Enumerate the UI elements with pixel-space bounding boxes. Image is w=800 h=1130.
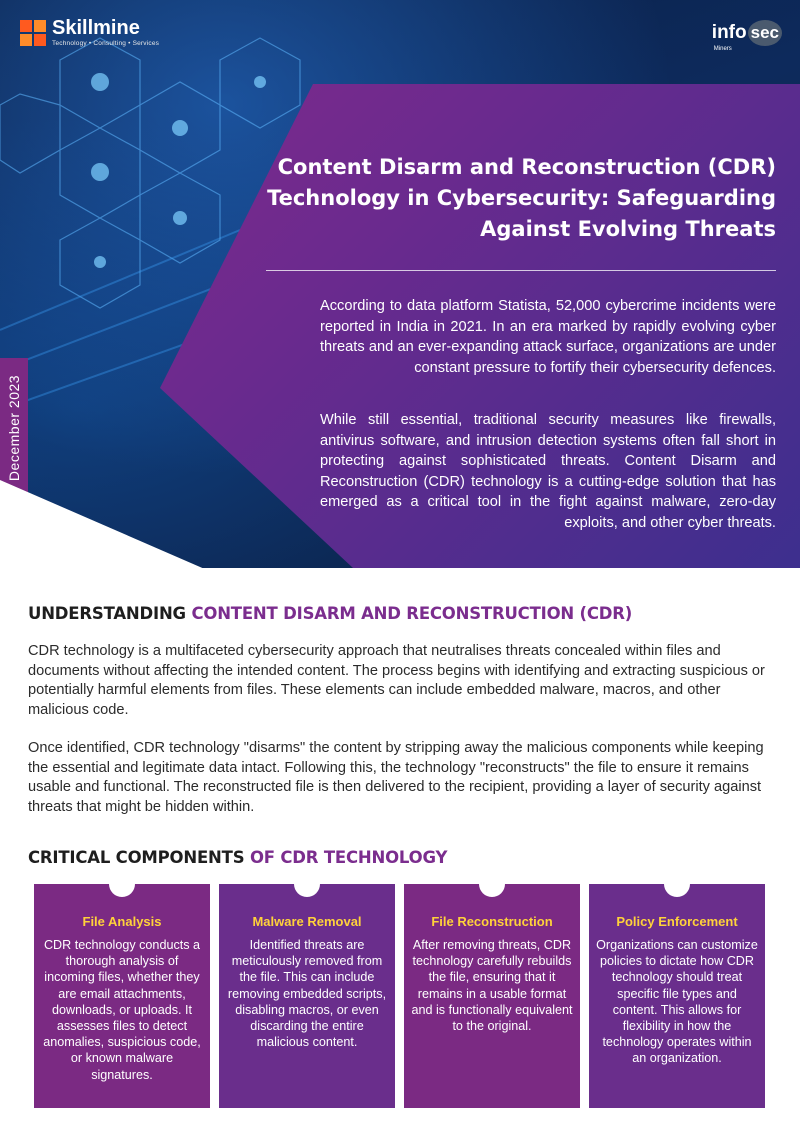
intro-paragraph-1: According to data platform Statista, 52,000 cybercrime incidents were reported in India in 2021. In an era marked by rapidly evolving cyber threats and an ever-expanding attack surface, organizations are under constant pressure to fortify their cybersecurity defences.: [320, 298, 776, 376]
component-card-file-reconstruction: [404, 884, 580, 1108]
infosec-info-text: info: [711, 22, 747, 43]
card-text: Organizations can customize policies to dictate how CDR technology should treat specific file types and content. This allows for flexibility in how the technology operates within an organization.: [596, 938, 758, 1066]
heading-accent: OF CDR TECHNOLOGY: [249, 848, 448, 867]
section-heading-understanding: [28, 604, 632, 623]
component-card-file-analysis: [34, 884, 210, 1108]
infosec-miners-text: Miners: [713, 46, 732, 52]
card-title: File Analysis: [82, 914, 162, 929]
date-badge: [0, 358, 28, 498]
date-text: December 2023: [6, 374, 22, 482]
card-title: Malware Removal: [252, 914, 362, 929]
skillmine-mark-icon: [20, 20, 46, 46]
body-paragraph-1: CDR technology is a multifaceted cybersecurity approach that neutralises threats concealed within files and documents without affecting the intended content. The process begins with identifying and extracting suspicious or potentially harmful elements from files. These elements can include embedded malware, macros, and other malicious code.: [28, 643, 765, 718]
heading-plain: UNDERSTANDING: [28, 604, 192, 623]
card-title: File Reconstruction: [431, 914, 553, 929]
heading-accent: CONTENT DISARM AND RECONSTRUCTION (CDR): [191, 604, 633, 623]
card-text: CDR technology conducts a thorough analysis of incoming files, whether they are email attachments, downloads, or uploads. It assesses files to detect anomalies, suspicious code, or known malware signatures.: [43, 938, 201, 1082]
title-divider: [266, 270, 776, 271]
infosec-logo: [712, 20, 782, 52]
page-title: Content Disarm and Reconstruction (CDR) Technology in Cybersecurity: Safeguarding Against Evolving Threats: [267, 155, 776, 241]
body-paragraph-2: Once identified, CDR technology "disarms" the content by stripping away the malicious components while keeping the essential and legitimate data intact. Following this, the technology "reconstructs" the file to ensure it remains usable and functional. The reconstructed file is then delivered to the recipient, providing a layer of security against threats that might be hidden within.: [28, 740, 764, 815]
card-text: After removing threats, CDR technology carefully rebuilds the file, ensuring that it remains in a usable format and is functionally equivalent to the original.: [411, 938, 573, 1034]
heading-plain: CRITICAL COMPONENTS: [28, 848, 250, 867]
intro-paragraph-2: While still essential, traditional security measures like firewalls, antivirus software, and intrusion detection systems often fall short in protecting against sophisticated threats. Content Disarm and Reconstruction (CDR) technology is a cutting-edge solution that has emerged as a critical tool in the fight against malware, zero-day exploits, and other cyber threats.: [320, 412, 776, 531]
component-card-malware-removal: [219, 884, 395, 1108]
hero-bottom-edge: [0, 568, 800, 580]
infosec-sec-text: sec: [748, 20, 782, 46]
skillmine-name: Skillmine: [52, 17, 140, 39]
component-card-policy-enforcement: [589, 884, 765, 1108]
card-title: Policy Enforcement: [616, 914, 738, 929]
card-text: Identified threats are meticulously removed from the file. This can include removing embedded scripts, disabling macros, or even discarding the entire malicious content.: [227, 938, 387, 1050]
section-heading-components: [28, 848, 447, 867]
skillmine-logo: [20, 18, 159, 47]
corner-cut: [0, 480, 230, 580]
skillmine-tagline: Technology • Consulting • Services: [52, 40, 160, 47]
